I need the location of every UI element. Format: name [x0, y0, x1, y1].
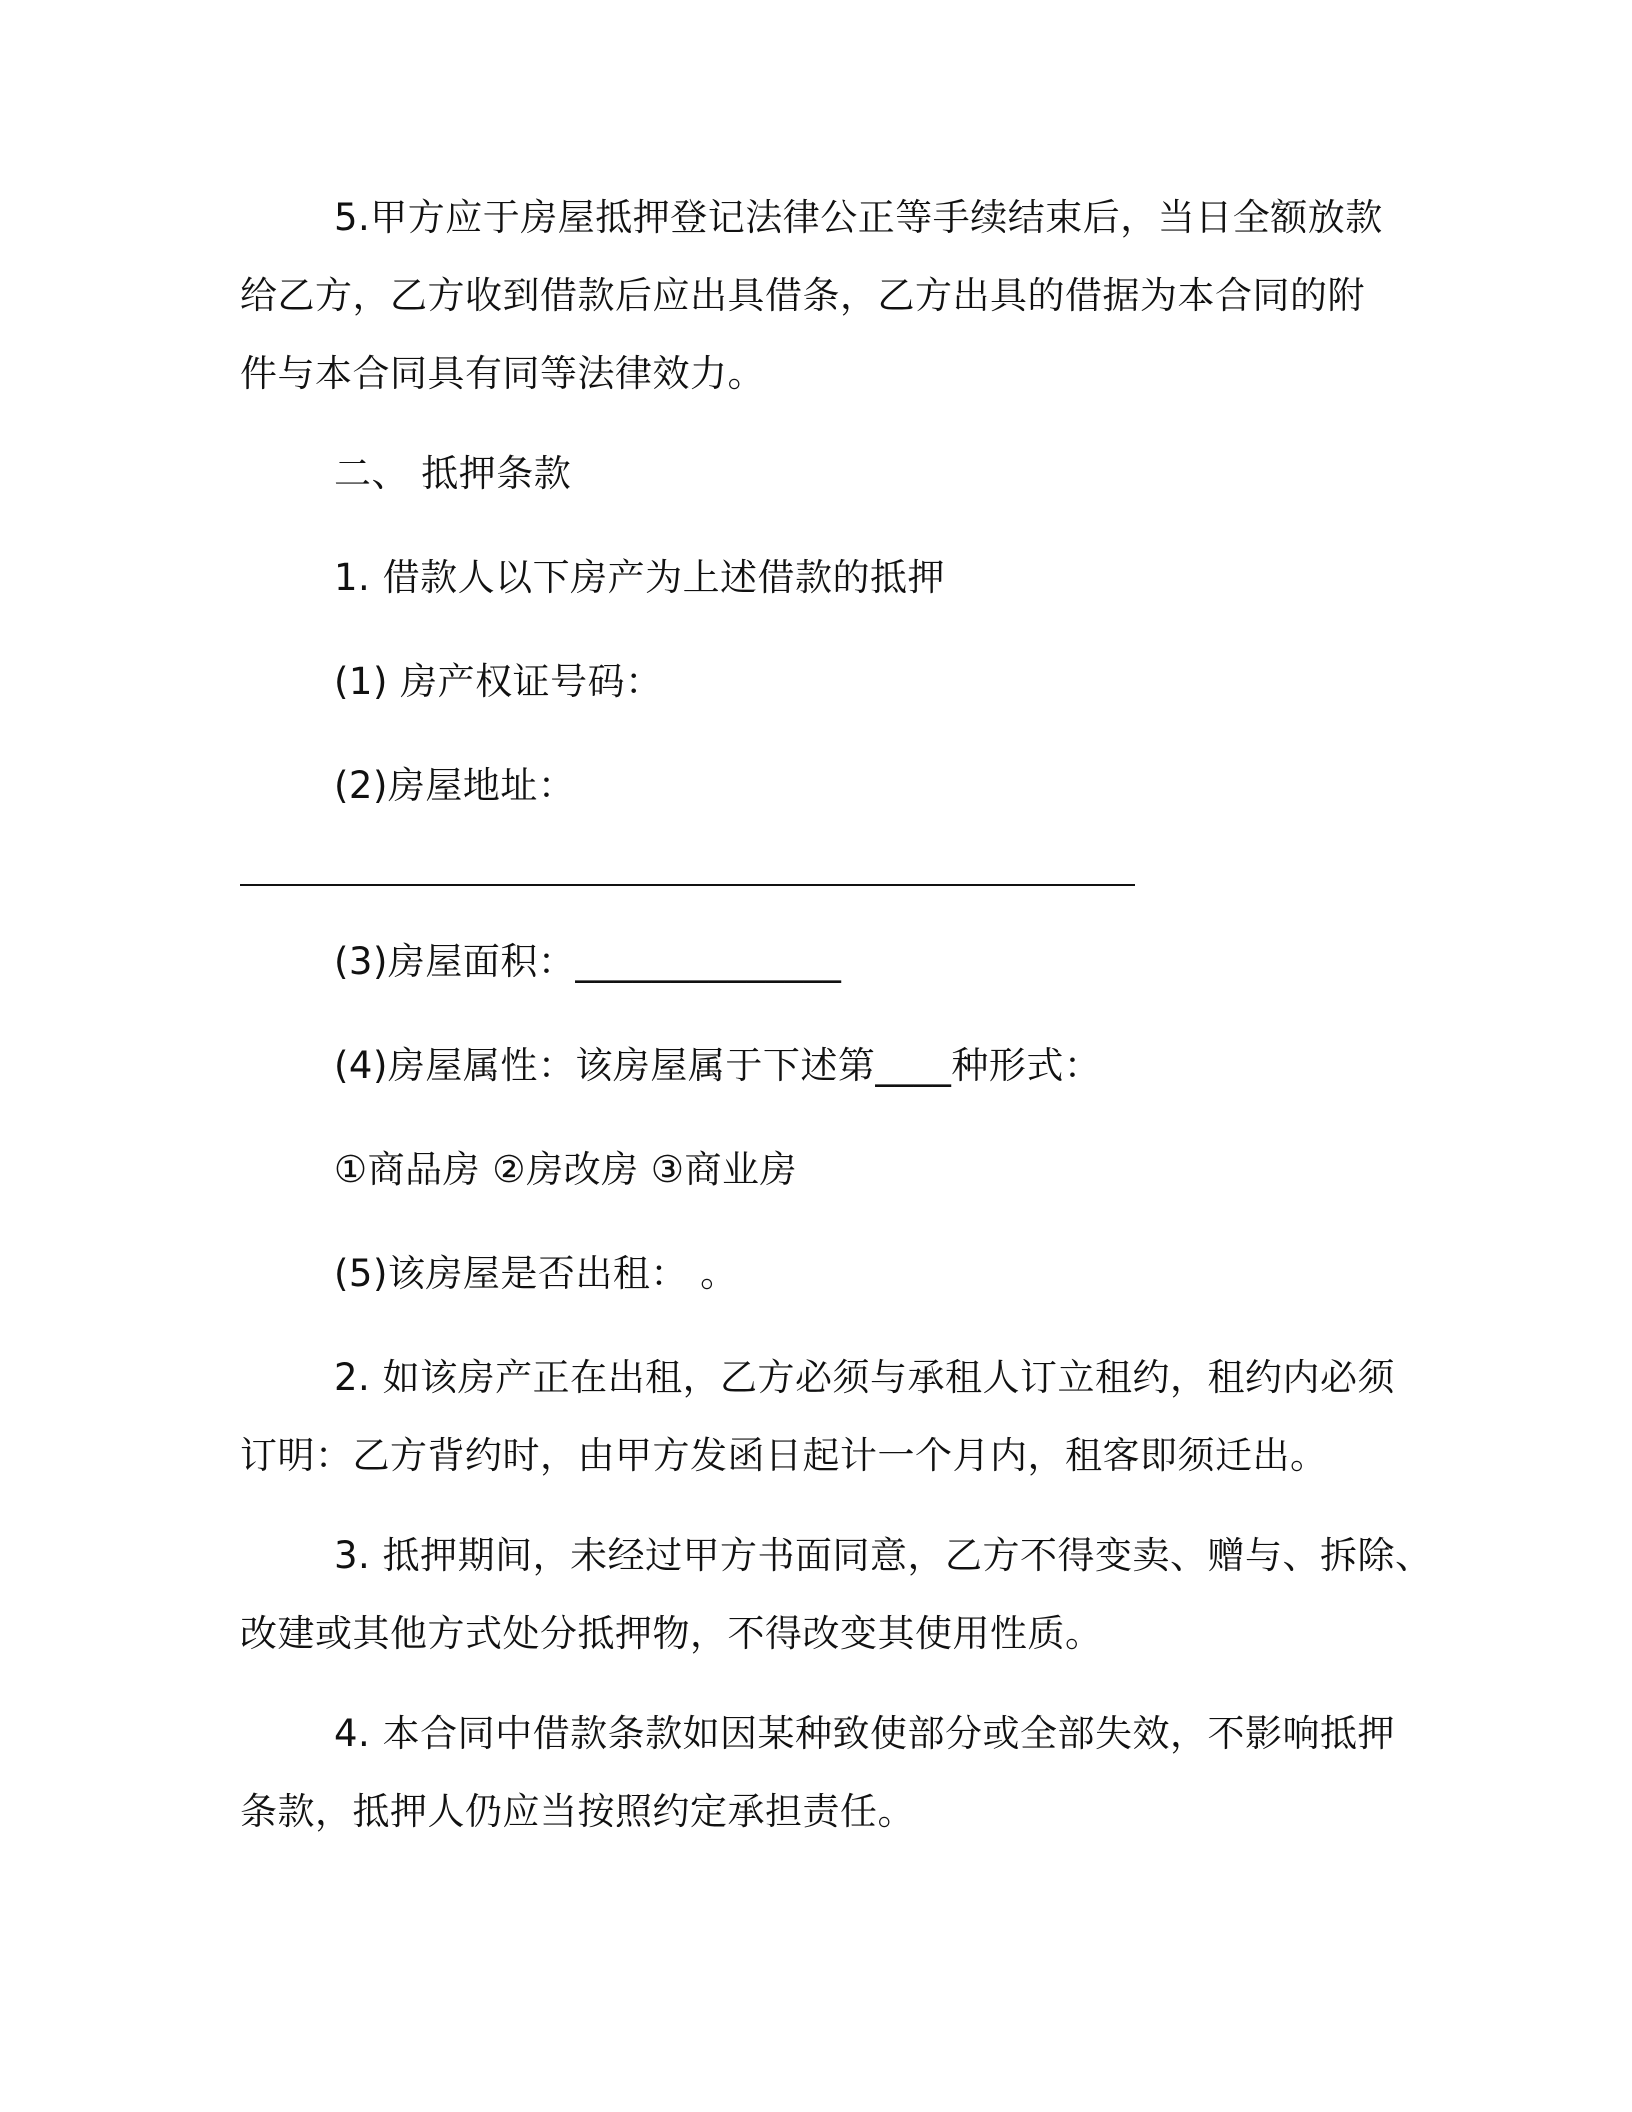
item-4-house-property: (4)房屋属性：该房屋属于下述第____种形式： — [334, 1044, 1102, 1087]
clause-1-line: 1. 借款人以下房产为上述借款的抵押 — [334, 556, 946, 599]
clause-5-line-1: 5.甲方应于房屋抵押登记法律公正等手续结束后，当日全额放款 — [334, 196, 1383, 239]
clause-2-line-2: 订明：乙方背约时，由甲方发函日起计一个月内，租客即须迁出。 — [240, 1434, 1328, 1477]
item-5-rented: (5)该房屋是否出租： 。 — [334, 1252, 738, 1295]
clause-5-line-2: 给乙方，乙方收到借款后应出具借条，乙方出具的借据为本合同的附 — [240, 274, 1365, 317]
clause-4-line-1: 4. 本合同中借款条款如因某种致使部分或全部失效，不影响抵押 — [334, 1712, 1396, 1755]
clause-3-line-2: 改建或其他方式处分抵押物，不得改变其使用性质。 — [240, 1612, 1103, 1655]
item-1-certificate-number: (1) 房产权证号码： — [334, 660, 663, 703]
section-heading-mortgage: 二、 抵押条款 — [334, 452, 572, 495]
item-4-options: ①商品房 ②房改房 ③商业房 — [334, 1148, 798, 1191]
address-blank-line — [240, 884, 1135, 886]
clause-3-line-1: 3. 抵押期间，未经过甲方书面同意，乙方不得变卖、赠与、拆除、 — [334, 1534, 1433, 1577]
item-2-house-address: (2)房屋地址： — [334, 764, 576, 807]
clause-5-line-3: 件与本合同具有同等法律效力。 — [240, 352, 765, 395]
item-3-house-area: (3)房屋面积：______________ — [334, 940, 842, 983]
clause-4-line-2: 条款，抵押人仍应当按照约定承担责任。 — [240, 1790, 915, 1833]
clause-2-line-1: 2. 如该房产正在出租，乙方必须与承租人订立租约，租约内必须 — [334, 1356, 1396, 1399]
